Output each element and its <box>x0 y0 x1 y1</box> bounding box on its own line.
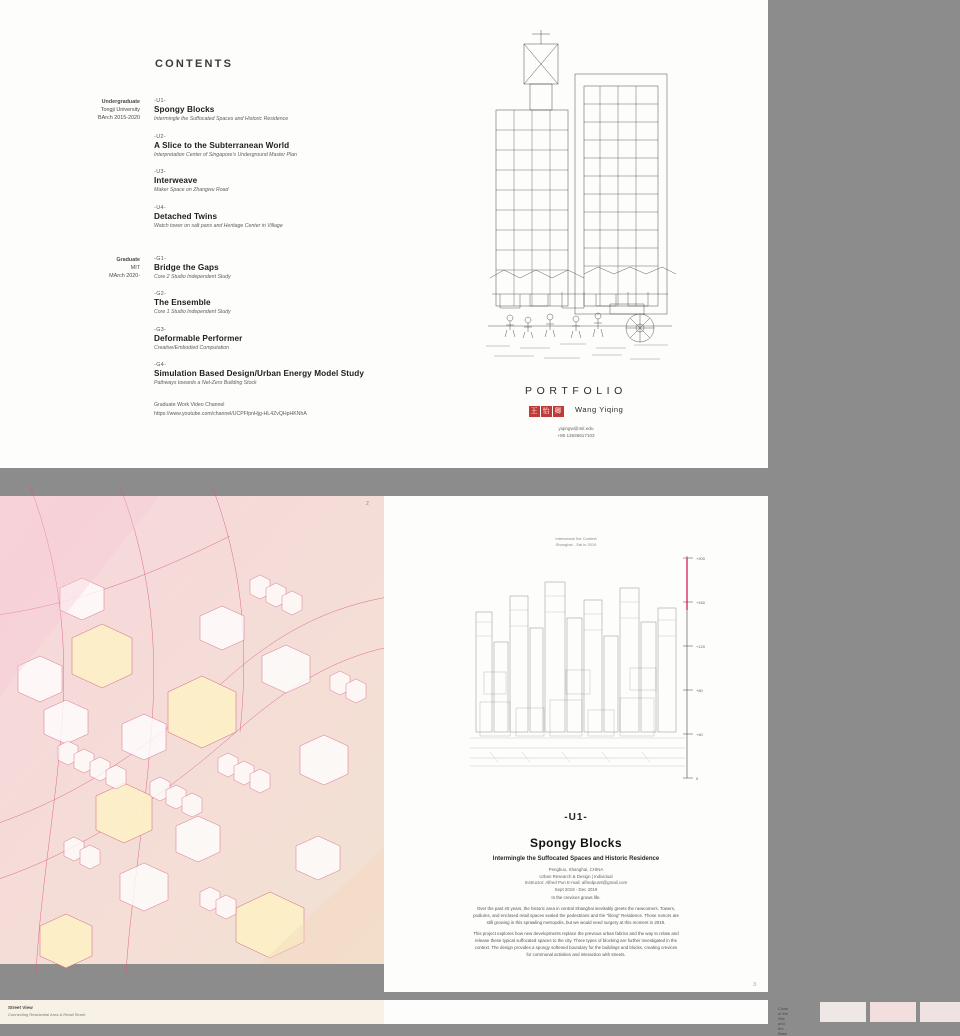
toc-item-num: -G4- <box>154 362 167 368</box>
toc-item-num: -G2- <box>154 291 167 297</box>
toc-group <box>66 256 366 388</box>
next-spread-strip <box>0 1000 789 1036</box>
city-section-drawing <box>470 552 685 782</box>
svg-text:+40: +40 <box>696 732 703 737</box>
toc-item-subtitle: Interpretation Center of Singapore's Underground Master Plan <box>154 151 297 158</box>
phone: +86 13636617103 <box>557 433 595 438</box>
page-number-left: 2 <box>366 501 369 507</box>
svg-text:0: 0 <box>696 776 699 781</box>
toc-item-num: -G1- <box>154 255 167 262</box>
list-item[interactable] <box>154 362 366 387</box>
toc-meta-line: BArch 2015-2020 <box>98 115 140 121</box>
toc-item-num: -U3- <box>154 169 167 175</box>
list-item[interactable] <box>154 205 366 230</box>
svg-text:+120: +120 <box>696 644 706 649</box>
toc-meta-line: Graduate <box>116 256 140 263</box>
cover-sheet <box>384 0 768 468</box>
toc-item-num: -U1- <box>154 98 167 104</box>
toc-meta-line: MArch 2020- <box>109 272 140 279</box>
thumbnail <box>920 1002 960 1022</box>
toc-item-subtitle: Watch tower on salt pans and Heritage Center in Village <box>154 222 283 229</box>
spread-contents <box>0 0 768 468</box>
axonometric-drawing <box>0 496 384 964</box>
toc-item-title: Deformable Performer <box>154 333 243 343</box>
toc-item-title: The Ensemble <box>154 298 211 307</box>
next-page-left <box>0 1000 384 1024</box>
toc-item-num: -U2- <box>154 133 167 140</box>
list-item[interactable] <box>154 327 366 352</box>
description-paragraph: In the crevices grows life. <box>551 895 601 900</box>
description-paragraph: Over the past 40 years, the historic area in central Shanghai inevitably greets the newcomers. Towers, podiums, and enclosed retail spaces sealed the pedestrians and the "lilong" Residence. Those rumors are still growing in this sprawling metropolis, but we would need surgery at this moment in 2019. <box>473 906 679 925</box>
thumbnail <box>820 1002 866 1022</box>
list-item[interactable] <box>154 134 366 159</box>
toc-group-meta <box>66 256 140 280</box>
page-number-right: 3 <box>753 982 756 988</box>
project-description <box>472 894 680 962</box>
list-item[interactable] <box>154 291 366 316</box>
project-title: Spongy Blocks <box>530 836 622 850</box>
elevation-scale <box>681 550 721 785</box>
project-label: -U1- <box>564 812 588 823</box>
page-title: CONTENTS <box>155 58 234 70</box>
svg-text:+160: +160 <box>696 600 706 605</box>
toc-group <box>66 98 366 230</box>
toc-meta-line: Tongji University <box>100 107 140 113</box>
strip-title: Street View <box>8 1005 33 1010</box>
author-name-en: Wang Yiqing <box>575 404 624 414</box>
contact-info <box>384 425 768 439</box>
project-meta-line: Sept 2019 - Dec 2019 <box>554 886 598 892</box>
toc-item-title: A Slice to the Subterranean World <box>154 140 290 150</box>
svg-text:+80: +80 <box>696 688 703 693</box>
svg-text:+200: +200 <box>696 556 706 561</box>
chinese-name-seal <box>529 400 565 418</box>
table-of-contents <box>66 98 366 418</box>
author-name-block <box>384 400 768 418</box>
header-note-line: Shanghai - Sat in 2019 <box>555 542 597 547</box>
toc-item-num: -U4- <box>154 204 167 211</box>
toc-item-title: Interweave <box>154 176 198 185</box>
strip-subtitle: Connecting Residential Area & Retail Street <box>8 1012 86 1017</box>
thumbnail <box>870 1002 916 1022</box>
toc-item-subtitle: Intermingle the Suffocated Spaces and Historic Residence <box>154 116 289 122</box>
toc-item-num: -G3- <box>154 326 167 333</box>
contents-sheet <box>0 0 384 468</box>
description-paragraph: This project explores how new developments replace the previous urban fabrics and the way to relate and release these typical suffocated spaces to the city. Three types of blocking are further investigated in the context. The design provides a spongy softened boundary for the buildings and blocks, creating crevices for communal activities and interaction with streets. <box>473 931 679 957</box>
toc-footer <box>154 401 366 418</box>
toc-item-subtitle: Pathways towards a Net-Zero Building Stock <box>154 380 257 386</box>
toc-item-subtitle: Core 1 Studio Independent Study <box>154 309 231 315</box>
project-meta-line: Instructor: Alfred Pun E-mail: alfredpun9@gmail.com <box>524 880 628 886</box>
list-item[interactable] <box>154 98 366 123</box>
project-header-note <box>384 536 768 548</box>
toc-item-title: Bridge the Gaps <box>154 262 219 272</box>
toc-meta-line: Undergraduate <box>101 99 140 105</box>
toc-item-subtitle: Maker Space on Zhangwu Road <box>154 187 229 193</box>
video-channel-link[interactable]: https://www.youtube.com/channel/UCPFfpnHjg-HL4ZvQHpHKNhA <box>154 410 307 417</box>
list-item[interactable] <box>154 169 366 194</box>
header-note-line: Interweave the Context <box>555 536 597 541</box>
video-channel-label: Graduate Work Video Channel <box>154 402 225 408</box>
project-tagline: Intermingle the Suffocated Spaces and Historic Residence <box>492 856 660 862</box>
email[interactable]: yiqingw@mit.edu <box>558 426 594 431</box>
seal-char: 王 <box>530 408 538 415</box>
list-item[interactable] <box>154 256 366 281</box>
toc-item-title: Simulation Based Design/Urban Energy Model Study <box>154 369 364 378</box>
spread-u1 <box>0 496 768 992</box>
project-meta-line: Pengbuo, Shanghai, CHINA <box>548 867 604 872</box>
toc-meta-line: MIT <box>130 264 140 271</box>
toc-group-meta <box>66 98 140 122</box>
next-page-right <box>384 1000 789 1036</box>
u1-title-page <box>384 496 768 992</box>
seal-char: 卿 <box>554 408 562 415</box>
strip-title-right: Close of the Site and the Base <box>778 1006 789 1036</box>
project-meta <box>384 867 768 893</box>
toc-item-title: Spongy Blocks <box>154 105 215 114</box>
seal-char: 怡 <box>542 408 550 415</box>
portfolio-wordmark: PORTFOLIO <box>525 385 627 397</box>
toc-item-subtitle: Creative/Embodied Computation <box>154 344 229 351</box>
street-scene-sketch <box>480 26 680 371</box>
toc-item-title: Detached Twins <box>154 211 218 221</box>
toc-item-subtitle: Core 2 Studio Independent Study <box>154 273 231 280</box>
project-meta-line: Urban Research & Design | Individual <box>539 873 613 879</box>
